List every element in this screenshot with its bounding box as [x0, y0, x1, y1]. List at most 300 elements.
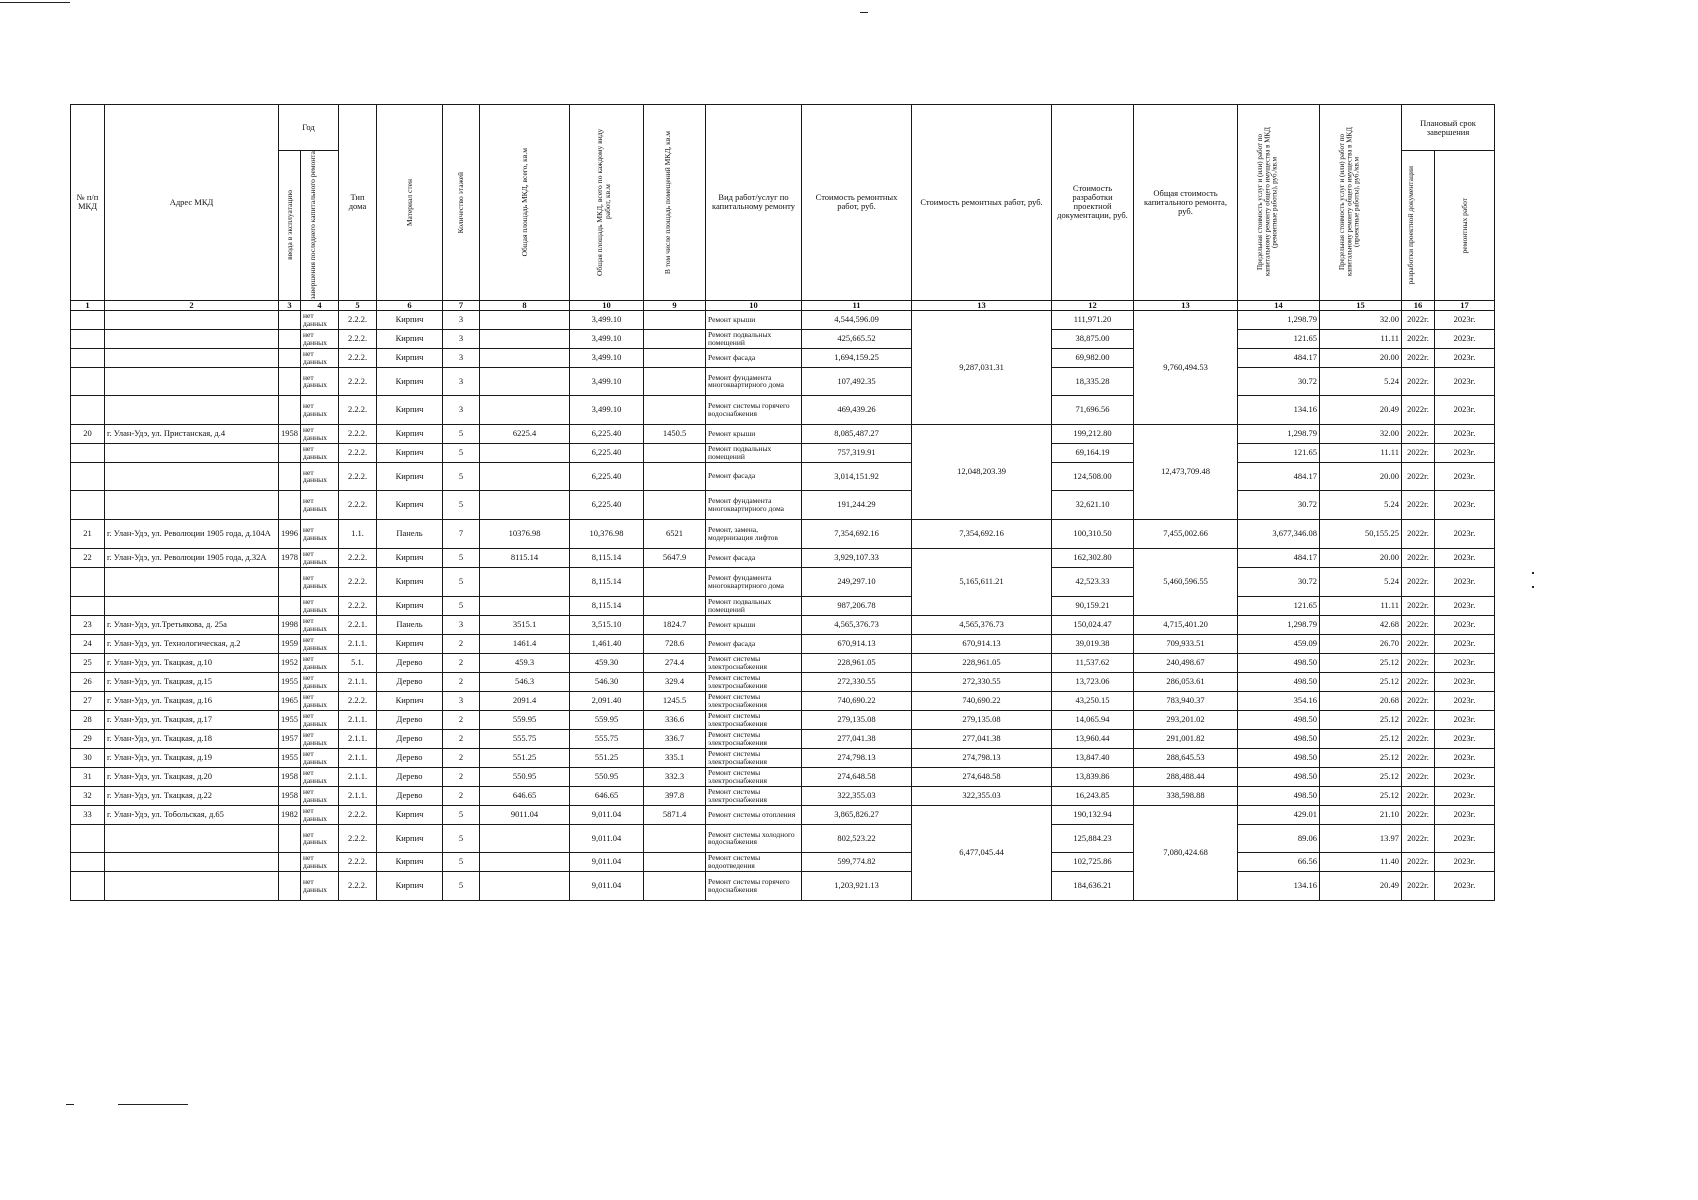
repair-deadline-cell: 2023г.	[1435, 852, 1495, 871]
work-type-cell: Ремонт фасада	[706, 348, 802, 367]
repair-deadline-cell: 2023г.	[1435, 395, 1495, 424]
address-cell: г. Улан-Удэ, ул. Технологическая, д.2	[105, 634, 279, 653]
address-cell	[105, 348, 279, 367]
total-area-cell	[480, 871, 570, 900]
floors-cell: 5	[443, 462, 480, 490]
house-type-cell: 2.2.2.	[339, 805, 377, 824]
column-number: 6	[377, 300, 443, 310]
house-type-cell: 2.2.2.	[339, 548, 377, 567]
work-area-cell: 3,499.10	[570, 348, 644, 367]
design-deadline-cell: 2022г.	[1402, 462, 1435, 490]
year-built-cell: 1958	[279, 786, 301, 805]
limit-design-cell: 32.00	[1320, 310, 1402, 329]
wall-material-cell: Кирпич	[377, 329, 443, 348]
column-number: 15	[1320, 300, 1402, 310]
table-row	[71, 462, 1495, 490]
repair-deadline-cell: 2023г.	[1435, 548, 1495, 567]
limit-repair-cell: 1,298.79	[1238, 615, 1320, 634]
design-cost-cell: 71,696.56	[1052, 395, 1134, 424]
work-area-cell: 1,461.40	[570, 634, 644, 653]
repair-cost-cell: 757,319.91	[802, 443, 912, 462]
floors-cell: 5	[443, 824, 480, 852]
wall-material-cell: Кирпич	[377, 634, 443, 653]
total-area-cell: 10376.98	[480, 519, 570, 548]
design-cost-cell: 100,310.50	[1052, 519, 1134, 548]
row-number	[71, 443, 105, 462]
column-number: 16	[1402, 300, 1435, 310]
work-type-cell: Ремонт системы холодного водоснабжения	[706, 824, 802, 852]
address-cell: г. Улан-Удэ, ул. Ткацкая, д.17	[105, 710, 279, 729]
limit-design-cell: 50,155.25	[1320, 519, 1402, 548]
limit-repair-cell: 134.16	[1238, 395, 1320, 424]
design-deadline-cell: 2022г.	[1402, 748, 1435, 767]
repair-deadline-cell: 2023г.	[1435, 653, 1495, 672]
last-repair-cell: нет данных	[301, 395, 339, 424]
work-area-cell: 546.30	[570, 672, 644, 691]
total-area-cell	[480, 852, 570, 871]
repair-cost-cell: 322,355.03	[802, 786, 912, 805]
scan-mark	[860, 12, 868, 13]
repair-cost-cell: 802,523.22	[802, 824, 912, 852]
row-number: 30	[71, 748, 105, 767]
header-col-19: ремонтных работ	[1435, 151, 1495, 301]
work-area-cell: 3,499.10	[570, 310, 644, 329]
year-built-cell	[279, 310, 301, 329]
design-cost-cell: 162,302.80	[1052, 548, 1134, 567]
year-built-cell	[279, 329, 301, 348]
design-cost-cell: 11,537.62	[1052, 653, 1134, 672]
house-type-cell: 2.2.2.	[339, 329, 377, 348]
repair-total-cell: 9,287,031.31	[912, 310, 1052, 424]
column-number: 8	[480, 300, 570, 310]
address-cell: г. Улан-Удэ, ул. Ткацкая, д.10	[105, 653, 279, 672]
wall-material-cell: Дерево	[377, 729, 443, 748]
design-deadline-cell: 2022г.	[1402, 596, 1435, 615]
work-area-cell: 3,515.10	[570, 615, 644, 634]
limit-repair-cell: 121.65	[1238, 596, 1320, 615]
header-col-6: Материал стен	[377, 105, 443, 301]
repair-deadline-cell: 2023г.	[1435, 748, 1495, 767]
table-row	[71, 805, 1495, 824]
year-built-cell	[279, 490, 301, 519]
repair-total-cell: 228,961.05	[912, 653, 1052, 672]
work-area-cell: 2,091.40	[570, 691, 644, 710]
design-cost-cell: 111,971.20	[1052, 310, 1134, 329]
table-row	[71, 310, 1495, 329]
limit-design-cell: 20.00	[1320, 548, 1402, 567]
address-cell	[105, 490, 279, 519]
overall-cost-cell: 240,498.67	[1134, 653, 1238, 672]
year-built-cell	[279, 395, 301, 424]
table-row	[71, 519, 1495, 548]
floors-cell: 2	[443, 672, 480, 691]
floors-cell: 3	[443, 348, 480, 367]
repair-cost-cell: 274,648.58	[802, 767, 912, 786]
wall-material-cell: Кирпич	[377, 424, 443, 443]
work-type-cell: Ремонт фундамента многоквартирного дома	[706, 490, 802, 519]
wall-material-cell: Кирпич	[377, 805, 443, 824]
address-cell	[105, 567, 279, 596]
floors-cell: 3	[443, 691, 480, 710]
column-number: 11	[802, 300, 912, 310]
year-built-cell: 1958	[279, 424, 301, 443]
address-cell: г. Улан-Удэ, ул. Пристанская, д.4	[105, 424, 279, 443]
year-built-cell	[279, 824, 301, 852]
limit-repair-cell: 498.50	[1238, 729, 1320, 748]
house-type-cell: 2.2.2.	[339, 871, 377, 900]
floors-cell: 5	[443, 567, 480, 596]
header-col-1: № п/п МКД	[71, 105, 105, 301]
scan-mark	[1532, 572, 1534, 574]
design-deadline-cell: 2022г.	[1402, 710, 1435, 729]
repair-cost-cell: 4,565,376.73	[802, 615, 912, 634]
work-type-cell: Ремонт крыши	[706, 424, 802, 443]
limit-design-cell: 20.49	[1320, 395, 1402, 424]
work-type-cell: Ремонт системы горячего водоснабжения	[706, 395, 802, 424]
work-area-cell: 10,376.98	[570, 519, 644, 548]
row-number	[71, 348, 105, 367]
address-cell	[105, 443, 279, 462]
last-repair-cell: нет данных	[301, 348, 339, 367]
repair-total-cell: 740,690.22	[912, 691, 1052, 710]
floors-cell: 2	[443, 710, 480, 729]
total-area-cell: 3515.1	[480, 615, 570, 634]
repair-total-cell: 274,648.58	[912, 767, 1052, 786]
house-type-cell: 2.1.1.	[339, 634, 377, 653]
work-area-cell: 6,225.40	[570, 443, 644, 462]
house-type-cell: 5.1.	[339, 653, 377, 672]
wall-material-cell: Дерево	[377, 786, 443, 805]
work-area-cell: 3,499.10	[570, 329, 644, 348]
column-number: 4	[301, 300, 339, 310]
header-col-8: Общая площадь МКД, всего, кв.м	[480, 105, 570, 301]
overall-cost-cell: 288,488.44	[1134, 767, 1238, 786]
year-built-cell: 1957	[279, 729, 301, 748]
last-repair-cell: нет данных	[301, 710, 339, 729]
row-number: 33	[71, 805, 105, 824]
column-number: 13	[912, 300, 1052, 310]
design-deadline-cell: 2022г.	[1402, 871, 1435, 900]
design-deadline-cell: 2022г.	[1402, 729, 1435, 748]
wall-material-cell: Кирпич	[377, 691, 443, 710]
work-type-cell: Ремонт системы электроснабжения	[706, 710, 802, 729]
wall-material-cell: Кирпич	[377, 395, 443, 424]
premises-area-cell	[644, 395, 706, 424]
limit-design-cell: 25.12	[1320, 653, 1402, 672]
table-row	[71, 729, 1495, 748]
repair-total-cell: 272,330.55	[912, 672, 1052, 691]
design-deadline-cell: 2022г.	[1402, 852, 1435, 871]
repair-cost-cell: 469,439.26	[802, 395, 912, 424]
last-repair-cell: нет данных	[301, 767, 339, 786]
table-row	[71, 653, 1495, 672]
design-cost-cell: 38,875.00	[1052, 329, 1134, 348]
table-row	[71, 567, 1495, 596]
scan-mark	[1532, 586, 1534, 588]
repair-cost-cell: 670,914.13	[802, 634, 912, 653]
column-number: 17	[1435, 300, 1495, 310]
overall-cost-cell: 9,760,494.53	[1134, 310, 1238, 424]
repair-total-cell: 12,048,203.39	[912, 424, 1052, 519]
overall-cost-cell: 338,598.88	[1134, 786, 1238, 805]
total-area-cell: 555.75	[480, 729, 570, 748]
column-number: 10	[570, 300, 644, 310]
year-built-cell	[279, 596, 301, 615]
table-row	[71, 710, 1495, 729]
row-number	[71, 596, 105, 615]
work-type-cell: Ремонт подвальных помещений	[706, 596, 802, 615]
house-type-cell: 2.2.2.	[339, 490, 377, 519]
repair-cost-cell: 272,330.55	[802, 672, 912, 691]
table-row	[71, 395, 1495, 424]
design-cost-cell: 13,723.06	[1052, 672, 1134, 691]
work-area-cell: 559.95	[570, 710, 644, 729]
table-row	[71, 615, 1495, 634]
limit-repair-cell: 429.01	[1238, 805, 1320, 824]
premises-area-cell: 332.3	[644, 767, 706, 786]
limit-repair-cell: 3,677,346.08	[1238, 519, 1320, 548]
premises-area-cell: 397.8	[644, 786, 706, 805]
design-deadline-cell: 2022г.	[1402, 691, 1435, 710]
work-area-cell: 9,011.04	[570, 852, 644, 871]
total-area-cell	[480, 596, 570, 615]
premises-area-cell	[644, 567, 706, 596]
floors-cell: 3	[443, 395, 480, 424]
repair-deadline-cell: 2023г.	[1435, 710, 1495, 729]
work-area-cell: 9,011.04	[570, 871, 644, 900]
repair-total-cell: 6,477,045.44	[912, 805, 1052, 900]
limit-design-cell: 25.12	[1320, 786, 1402, 805]
work-area-cell: 459.30	[570, 653, 644, 672]
wall-material-cell: Кирпич	[377, 367, 443, 395]
house-type-cell: 2.1.1.	[339, 729, 377, 748]
work-area-cell: 9,011.04	[570, 805, 644, 824]
repair-deadline-cell: 2023г.	[1435, 767, 1495, 786]
work-type-cell: Ремонт системы отопления	[706, 805, 802, 824]
premises-area-cell: 1245.5	[644, 691, 706, 710]
last-repair-cell: нет данных	[301, 871, 339, 900]
row-number	[71, 329, 105, 348]
floors-cell: 5	[443, 548, 480, 567]
premises-area-cell: 1824.7	[644, 615, 706, 634]
repair-total-cell: 4,565,376.73	[912, 615, 1052, 634]
year-built-cell	[279, 871, 301, 900]
wall-material-cell: Кирпич	[377, 596, 443, 615]
last-repair-cell: нет данных	[301, 490, 339, 519]
header-col-9: Общая площадь МКД, всего по каждому виду работ, кв.м	[570, 105, 644, 301]
year-built-cell	[279, 443, 301, 462]
overall-cost-cell: 7,455,002.66	[1134, 519, 1238, 548]
address-cell	[105, 852, 279, 871]
column-number: 14	[1238, 300, 1320, 310]
repair-cost-cell: 599,774.82	[802, 852, 912, 871]
house-type-cell: 2.2.2.	[339, 310, 377, 329]
table-row	[71, 596, 1495, 615]
last-repair-cell: нет данных	[301, 852, 339, 871]
limit-repair-cell: 498.50	[1238, 748, 1320, 767]
total-area-cell: 1461.4	[480, 634, 570, 653]
house-type-cell: 2.2.2.	[339, 596, 377, 615]
row-number: 27	[71, 691, 105, 710]
premises-area-cell: 6521	[644, 519, 706, 548]
design-deadline-cell: 2022г.	[1402, 824, 1435, 852]
work-type-cell: Ремонт, замена, модернизация лифтов	[706, 519, 802, 548]
wall-material-cell: Кирпич	[377, 490, 443, 519]
premises-area-cell: 728.6	[644, 634, 706, 653]
total-area-cell: 9011.04	[480, 805, 570, 824]
repair-cost-cell: 425,665.52	[802, 329, 912, 348]
design-cost-cell: 124,508.00	[1052, 462, 1134, 490]
work-type-cell: Ремонт крыши	[706, 310, 802, 329]
repair-cost-cell: 191,244.29	[802, 490, 912, 519]
wall-material-cell: Дерево	[377, 653, 443, 672]
work-area-cell: 551.25	[570, 748, 644, 767]
repair-total-cell: 279,135.08	[912, 710, 1052, 729]
table-row	[71, 424, 1495, 443]
repair-deadline-cell: 2023г.	[1435, 691, 1495, 710]
floors-cell: 2	[443, 748, 480, 767]
overall-cost-cell: 783,940.37	[1134, 691, 1238, 710]
header-col-17: Предельная стоимость услуг и (или) работ по капитальному ремонту общего имущества в МКД (проектные работы), руб./кв.м	[1320, 105, 1402, 301]
design-deadline-cell: 2022г.	[1402, 443, 1435, 462]
repair-cost-cell: 1,694,159.25	[802, 348, 912, 367]
work-type-cell: Ремонт системы электроснабжения	[706, 786, 802, 805]
design-deadline-cell: 2022г.	[1402, 519, 1435, 548]
repair-deadline-cell: 2023г.	[1435, 824, 1495, 852]
house-type-cell: 2.2.2.	[339, 852, 377, 871]
limit-repair-cell: 484.17	[1238, 348, 1320, 367]
wall-material-cell: Кирпич	[377, 443, 443, 462]
work-area-cell: 646.65	[570, 786, 644, 805]
address-cell	[105, 367, 279, 395]
overall-cost-cell: 7,080,424.68	[1134, 805, 1238, 900]
design-deadline-cell: 2022г.	[1402, 490, 1435, 519]
overall-cost-cell: 5,460,596.55	[1134, 548, 1238, 615]
address-cell	[105, 596, 279, 615]
floors-cell: 5	[443, 443, 480, 462]
work-type-cell: Ремонт системы электроснабжения	[706, 691, 802, 710]
repair-cost-cell: 277,041.38	[802, 729, 912, 748]
address-cell	[105, 871, 279, 900]
limit-repair-cell: 66.56	[1238, 852, 1320, 871]
year-built-cell: 1959	[279, 634, 301, 653]
year-built-cell	[279, 348, 301, 367]
year-built-cell: 1952	[279, 653, 301, 672]
premises-area-cell: 5871.4	[644, 805, 706, 824]
design-cost-cell: 184,636.21	[1052, 871, 1134, 900]
floors-cell: 3	[443, 310, 480, 329]
row-number	[71, 567, 105, 596]
year-built-cell	[279, 367, 301, 395]
limit-design-cell: 20.00	[1320, 462, 1402, 490]
limit-repair-cell: 459.09	[1238, 634, 1320, 653]
repair-total-cell: 5,165,611.21	[912, 548, 1052, 615]
work-type-cell: Ремонт системы электроснабжения	[706, 672, 802, 691]
limit-design-cell: 5.24	[1320, 490, 1402, 519]
column-number: 1	[71, 300, 105, 310]
address-cell: г. Улан-Удэ, ул. Тобольская, д.65	[105, 805, 279, 824]
design-cost-cell: 42,523.33	[1052, 567, 1134, 596]
address-cell: г. Улан-Удэ, ул. Ткацкая, д.20	[105, 767, 279, 786]
floors-cell: 2	[443, 729, 480, 748]
total-area-cell	[480, 490, 570, 519]
repair-deadline-cell: 2023г.	[1435, 462, 1495, 490]
limit-repair-cell: 1,298.79	[1238, 424, 1320, 443]
premises-area-cell	[644, 367, 706, 395]
address-cell	[105, 310, 279, 329]
premises-area-cell	[644, 329, 706, 348]
repair-total-cell: 670,914.13	[912, 634, 1052, 653]
work-type-cell: Ремонт крыши	[706, 615, 802, 634]
header-col-13: Стоимость ремонтных работ, руб.	[912, 105, 1052, 301]
total-area-cell	[480, 824, 570, 852]
work-area-cell: 8,115.14	[570, 548, 644, 567]
header-col-10: В том числе площадь помещений МКД, кв.м	[644, 105, 706, 301]
limit-design-cell: 13.97	[1320, 824, 1402, 852]
table-row	[71, 852, 1495, 871]
table-row	[71, 329, 1495, 348]
header-col-12: Стоимость ремонтных работ, руб.	[802, 105, 912, 301]
address-cell: г. Улан-Удэ, ул. Ткацкая, д.22	[105, 786, 279, 805]
table-row	[71, 548, 1495, 567]
row-number	[71, 310, 105, 329]
design-cost-cell: 13,847.40	[1052, 748, 1134, 767]
design-deadline-cell: 2022г.	[1402, 329, 1435, 348]
table-row	[71, 871, 1495, 900]
design-cost-cell: 125,884.23	[1052, 824, 1134, 852]
house-type-cell: 2.1.1.	[339, 786, 377, 805]
limit-repair-cell: 484.17	[1238, 548, 1320, 567]
floors-cell: 2	[443, 653, 480, 672]
wall-material-cell: Дерево	[377, 710, 443, 729]
row-number: 21	[71, 519, 105, 548]
repair-deadline-cell: 2023г.	[1435, 443, 1495, 462]
premises-area-cell: 336.7	[644, 729, 706, 748]
wall-material-cell: Дерево	[377, 748, 443, 767]
year-built-cell	[279, 567, 301, 596]
premises-area-cell	[644, 443, 706, 462]
row-number: 28	[71, 710, 105, 729]
table-body	[71, 310, 1495, 900]
table-row	[71, 672, 1495, 691]
row-number: 20	[71, 424, 105, 443]
last-repair-cell: нет данных	[301, 462, 339, 490]
design-deadline-cell: 2022г.	[1402, 548, 1435, 567]
house-type-cell: 2.2.2.	[339, 348, 377, 367]
header-col-18: разработки проектной документации	[1402, 151, 1435, 301]
design-cost-cell: 14,065.94	[1052, 710, 1134, 729]
house-type-cell: 2.2.2.	[339, 424, 377, 443]
repair-cost-cell: 107,492.35	[802, 367, 912, 395]
last-repair-cell: нет данных	[301, 672, 339, 691]
design-cost-cell: 69,982.00	[1052, 348, 1134, 367]
repair-deadline-cell: 2023г.	[1435, 729, 1495, 748]
premises-area-cell	[644, 462, 706, 490]
overall-cost-cell: 291,001.82	[1134, 729, 1238, 748]
year-built-cell: 1982	[279, 805, 301, 824]
design-deadline-cell: 2022г.	[1402, 672, 1435, 691]
limit-repair-cell: 121.65	[1238, 443, 1320, 462]
limit-repair-cell: 30.72	[1238, 367, 1320, 395]
work-area-cell: 3,499.10	[570, 367, 644, 395]
work-type-cell: Ремонт фасада	[706, 548, 802, 567]
repair-deadline-cell: 2023г.	[1435, 567, 1495, 596]
house-type-cell: 2.2.2.	[339, 395, 377, 424]
repair-cost-cell: 1,203,921.13	[802, 871, 912, 900]
limit-repair-cell: 354.16	[1238, 691, 1320, 710]
premises-area-cell	[644, 310, 706, 329]
last-repair-cell: нет данных	[301, 634, 339, 653]
